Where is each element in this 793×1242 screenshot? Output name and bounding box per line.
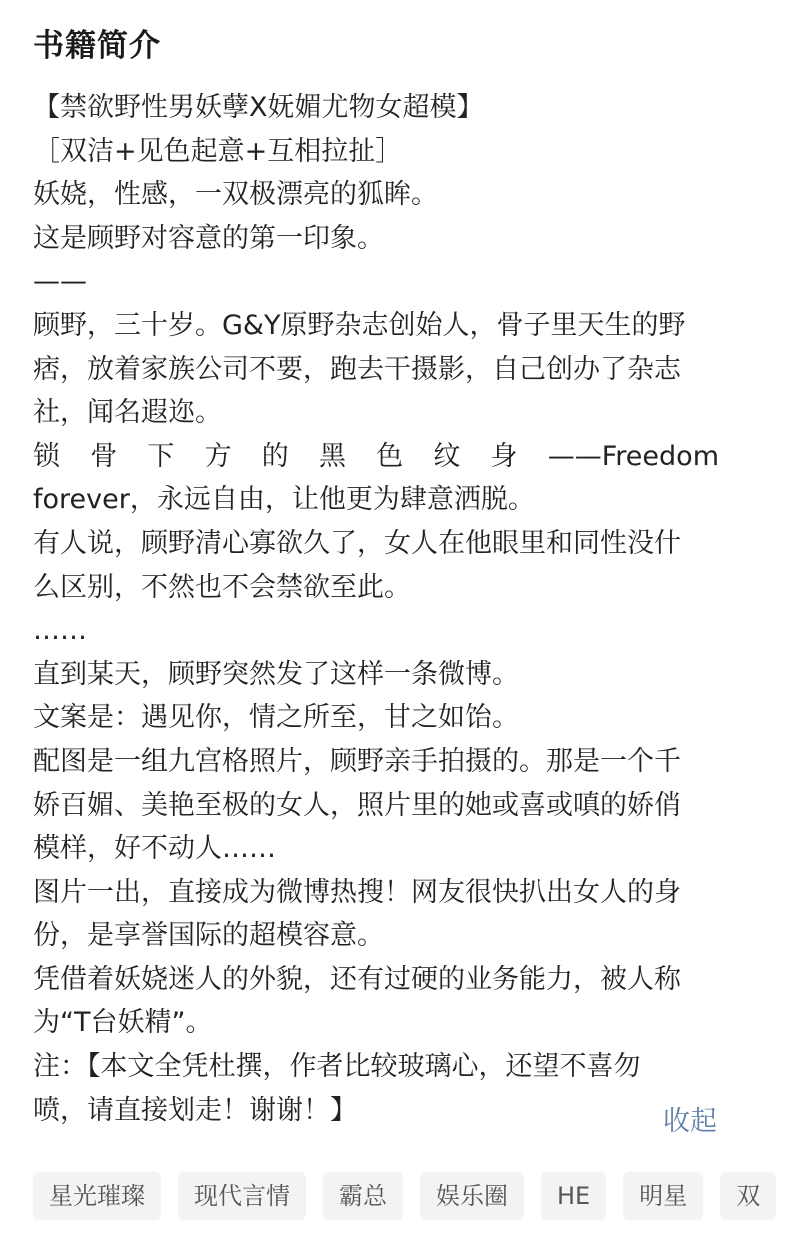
intro-line: 【禁欲野性男妖孽X妩媚尤物女超模】 <box>33 92 484 123</box>
intro-line: …… <box>33 615 87 647</box>
intro-line: 么区别，不然也不会禁欲至此。 <box>33 571 411 603</box>
intro-line: 妖娆，性感，一双极漂亮的狐眸。 <box>33 179 438 211</box>
intro-line: 注：【本文全凭杜撰，作者比较玻璃心，还望不喜勿 <box>33 1051 641 1083</box>
intro-line: 这是顾野对容意的第一印象。 <box>33 222 384 254</box>
intro-line: 凭借着妖娆迷人的外貌，还有过硬的业务能力，被人称 <box>33 963 681 995</box>
intro-line: 痞，放着家族公司不要，跑去干摄影，自己创办了杂志 <box>33 353 681 385</box>
intro-line: forever，永远自由，让他更为肆意洒脱。 <box>33 484 535 516</box>
intro-line: 文案是：遇见你，情之所至，甘之如饴。 <box>33 702 519 734</box>
intro-line: 配图是一组九宫格照片，顾野亲手拍摄的。那是一个千 <box>33 745 681 777</box>
intro-line: 图片一出，直接成为微博热搜！网友很快扒出女人的身 <box>33 876 681 908</box>
collapse-button[interactable]: 收起 <box>663 1106 717 1137</box>
intro-line: 喷，请直接划走！谢谢！】 <box>33 1094 357 1126</box>
tag-item[interactable]: 霸总 <box>323 1172 403 1220</box>
intro-line: 顾野，三十岁。G&Y原野杂志创始人，骨子里天生的野 <box>33 309 686 341</box>
intro-line: ［双洁+见色起意+互相拉扯］ <box>33 135 403 167</box>
tag-list <box>33 1172 761 1222</box>
intro-line: —— <box>33 266 87 298</box>
intro-line: 为“T台妖精”。 <box>33 1007 213 1039</box>
tag-item[interactable]: 现代言情 <box>178 1172 306 1220</box>
intro-line: 份，是享誉国际的超模容意。 <box>33 920 384 952</box>
intro-line: 直到某天，顾野突然发了这样一条微博。 <box>33 658 519 690</box>
intro-line: 娇百媚、美艳至极的女人，照片里的她或喜或嗔的娇俏 <box>33 789 681 821</box>
tag-item[interactable]: 娱乐圈 <box>420 1172 524 1220</box>
intro-line: 锁骨下方的黑色纹身——Freedom <box>33 440 719 472</box>
book-intro <box>33 86 719 1132</box>
tag-item[interactable]: 明星 <box>623 1172 703 1220</box>
section-title: 书籍简介 <box>33 28 161 64</box>
intro-line: 模样，好不动人…… <box>33 833 276 865</box>
tag-item[interactable]: HE <box>541 1172 606 1220</box>
intro-line: 社，闻名遐迩。 <box>33 397 222 429</box>
tag-item[interactable]: 双 <box>720 1172 776 1220</box>
tag-item[interactable]: 星光璀璨 <box>33 1172 161 1220</box>
intro-line: 有人说，顾野清心寡欲久了，女人在他眼里和同性没什 <box>33 527 681 559</box>
